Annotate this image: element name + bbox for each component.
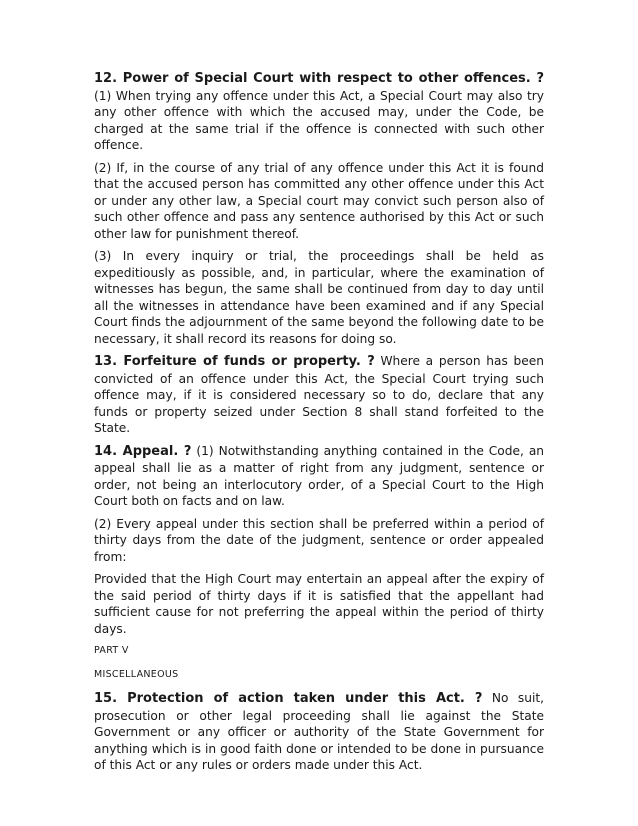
section-14-heading: 14. Appeal. ?	[94, 443, 192, 459]
section-15-heading: 15. Protection of action taken under this Act. ?	[94, 691, 483, 706]
part-label: PART V	[94, 645, 129, 656]
section-12-para-3: (3) In every inquiry or trial, the proceedings shall be held as expeditiously as possible, and, in particular, where the examination of witnesses has begun, the same shall be continued from day to day until all the witnesses in attendance have been examined and if any Special Court finds the adjournment of the same beyond the following date to be necessary, it shall record its reasons for doing so.	[94, 249, 544, 346]
section-12-para-2: (2) If, in the course of any trial of any offence under this Act it is found that the accused person has committed any other offence under this Act or under any other law, a Special court may convict such person also of such other offence and pass any sentence authorised by this Act or such other law for punishment thereof.	[94, 160, 544, 241]
section-13-text-1: Where a person has been convicted of an offence under this Act, the Special Court trying such offence may, if it is considered necessary so to do, declare that any funds or property seized under Section 8 shall stand forfeited to the State.	[94, 354, 544, 435]
section-12-text-1: (1) When trying any offence under this Act, a Special Court may also try any other offence with which the accused may, under the Code, be charged at the same trial if the offence is connected with such other offence.	[94, 88, 544, 152]
section-15-text-1: No suit, prosecution or other legal proceeding shall lie against the State Government or any officer or authority of the State Government for anything which is in good faith done or intended to be done in pursuance of this Act or any rules or orders made under this Act.	[94, 691, 545, 772]
section-14-text-1: (1) Notwithstanding anything contained in the Code, an appeal shall lie as a matter of right from any judgment, sentence or order, not being an interlocutory order, of a Special Court to the High Court both on facts and on law.	[94, 443, 545, 508]
document-page	[94, 70, 544, 780]
section-14-proviso: Provided that the High Court may entertain an appeal after the expiry of the said period of thirty days if it is satisfied that the appellant had sufficient cause for not preferring the appeal within the period of thirty days.	[94, 572, 544, 636]
section-12-para-1	[94, 70, 544, 154]
section-15-para-1	[94, 690, 544, 774]
section-13-heading: 13. Forfeiture of funds or property. ?	[94, 354, 375, 369]
part-title: MISCELLANEOUS	[94, 668, 179, 680]
section-12-heading: 12. Power of Special Court with respect to other offences. ?	[94, 71, 544, 86]
section-14-para-2: (2) Every appeal under this section shall be preferred within a period of thirty days from the date of the judgment, sentence or order appealed from:	[94, 516, 544, 564]
section-14-para-1	[94, 443, 544, 510]
section-13-para-1	[94, 353, 544, 437]
